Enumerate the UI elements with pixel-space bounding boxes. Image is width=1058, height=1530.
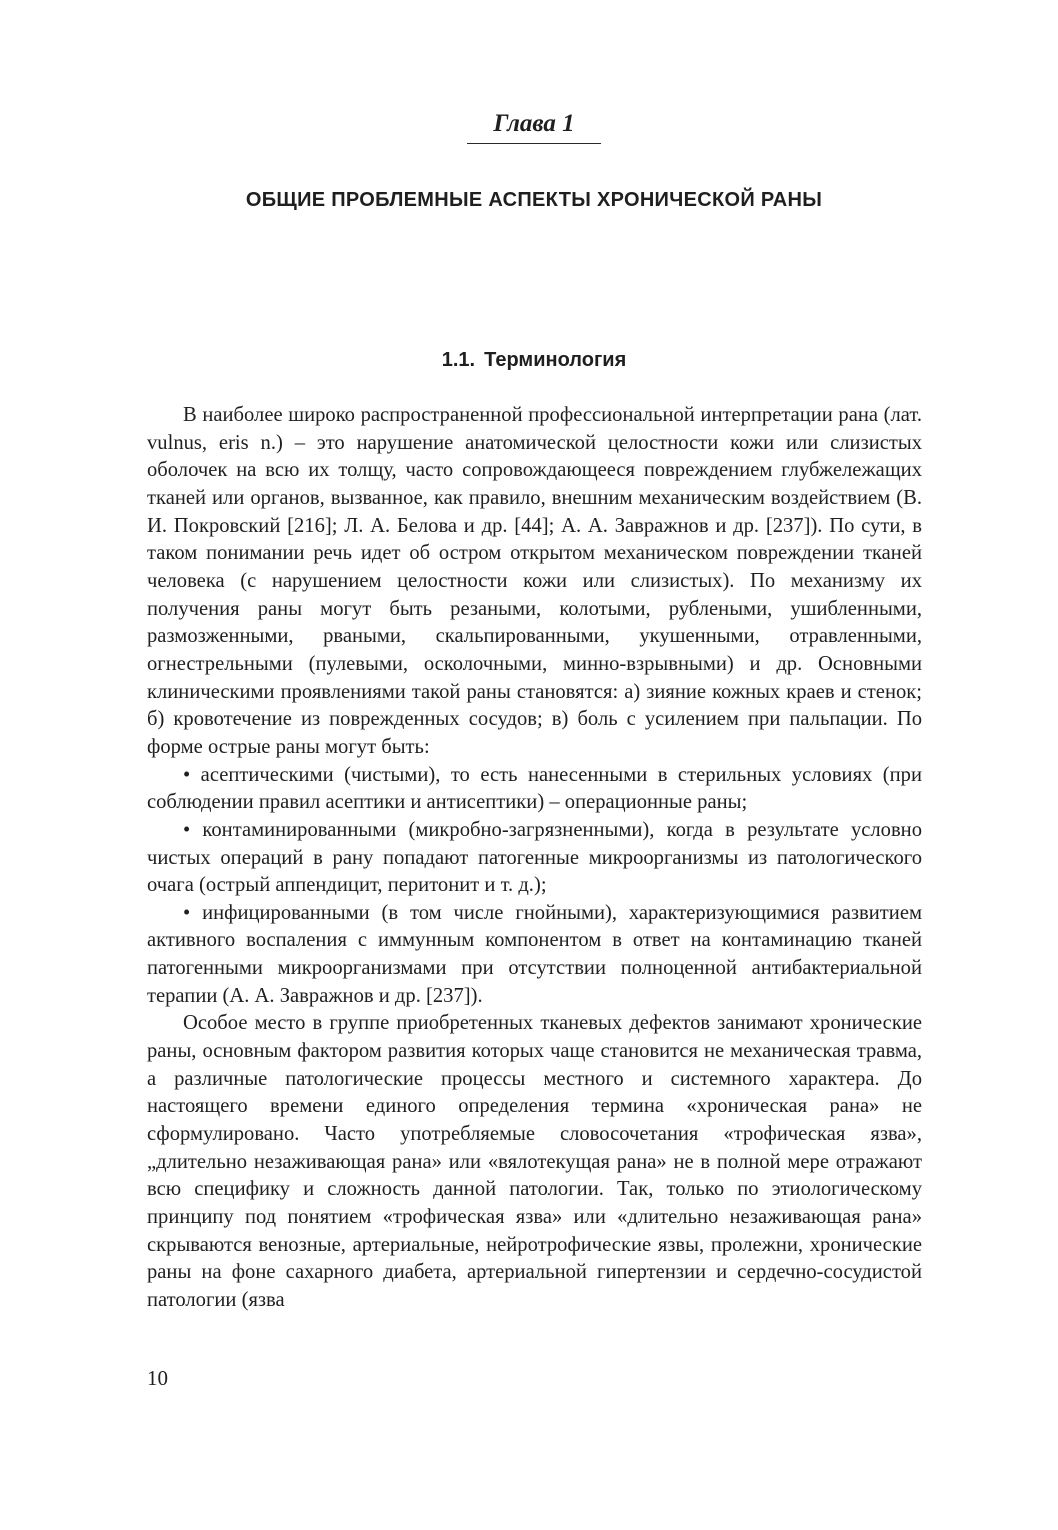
section-title: Терминология	[484, 349, 627, 371]
bullet-aseptic: • асептическими (чистыми), то есть нанесенными в стерильных условиях (при соблюдении правил асептики и антисептики) – операционные раны;	[147, 763, 922, 814]
chapter-title: ОБЩИЕ ПРОБЛЕМНЫЕ АСПЕКТЫ ХРОНИЧЕСКОЙ РАНЫ	[245, 189, 823, 211]
section-heading	[0, 345, 1058, 375]
paragraph-chronic-wounds: Особое место в группе приобретенных тканевых дефектов занимают хронические раны, основным фактором развития которых чаще становится не механическая травма, а различные патологические процессы местного и системного характера. До настоящего времени единого определения термина «хроническая рана» не сформулировано. Часто употребляемые словосочетания «трофическая язва», „длительно незаживающая рана» или «вялотекущая рана» не в полной мере отражают всю специфику и сложность данной патологии. Так, только по этиологическому принципу под понятием «трофическая язва» или «длительно незаживающая рана» скрываются венозные, артериальные, нейротрофические язвы, пролежни, хронические раны на фоне сахарного диабета, артериальной гипертензии и сердечно-сосудистой патологии (язва	[147, 1012, 922, 1311]
bullet-infected: • инфицированными (в том числе гнойными), характеризующимися развитием активного воспаления с иммунным компонентом в ответ на контаминацию тканей патогенными микроорганизмами при отсутствии полноценной антибактериальной терапии (А. А. Завражнов и др. [237]).	[147, 901, 922, 1007]
paragraph-definition: В наиболее широко распространенной профессиональной интерпретации рана (лат. vulnus, eris n.) – это нарушение анатомической целостности кожи или слизистых оболочек на всю их толщу, часто сопровождающееся повреждением глубжележащих тканей или органов, вызванное, как правило, внешним механическим воздействием (В. И. Покровский [216]; Л. А. Белова и др. [44]; А. А. Завражнов и др. [237]). По сути, в таком понимании речь идет об остром открытом механическом повреждении тканей человека (с нарушением целостности кожи или слизистых). По механизму их получения раны могут быть резаными, колотыми, рублеными, ушибленными, размозженными, рваными, скальпированными, укушенными, отравленными, огнестрельными (пулевыми, осколочными, минно-взрывными) и др. Основными клиническими проявлениями такой раны становятся: а) зияние кожных краев и стенок; б) кровотечение из поврежденных сосудов; в) боль с усилением при пальпации. По форме острые раны могут быть:	[147, 404, 922, 758]
body-text	[147, 402, 922, 1315]
page-number: 10	[147, 1366, 168, 1390]
chapter-label: Глава 1	[467, 107, 601, 144]
bullet-contaminated: • контаминированными (микробно-загрязненными), когда в результате условно чистых операций в рану попадают патогенные микроорганизмы из патологического очага (острый аппендицит, перитонит и т. д.);	[147, 818, 922, 897]
section-number: 1.1.	[441, 349, 476, 371]
